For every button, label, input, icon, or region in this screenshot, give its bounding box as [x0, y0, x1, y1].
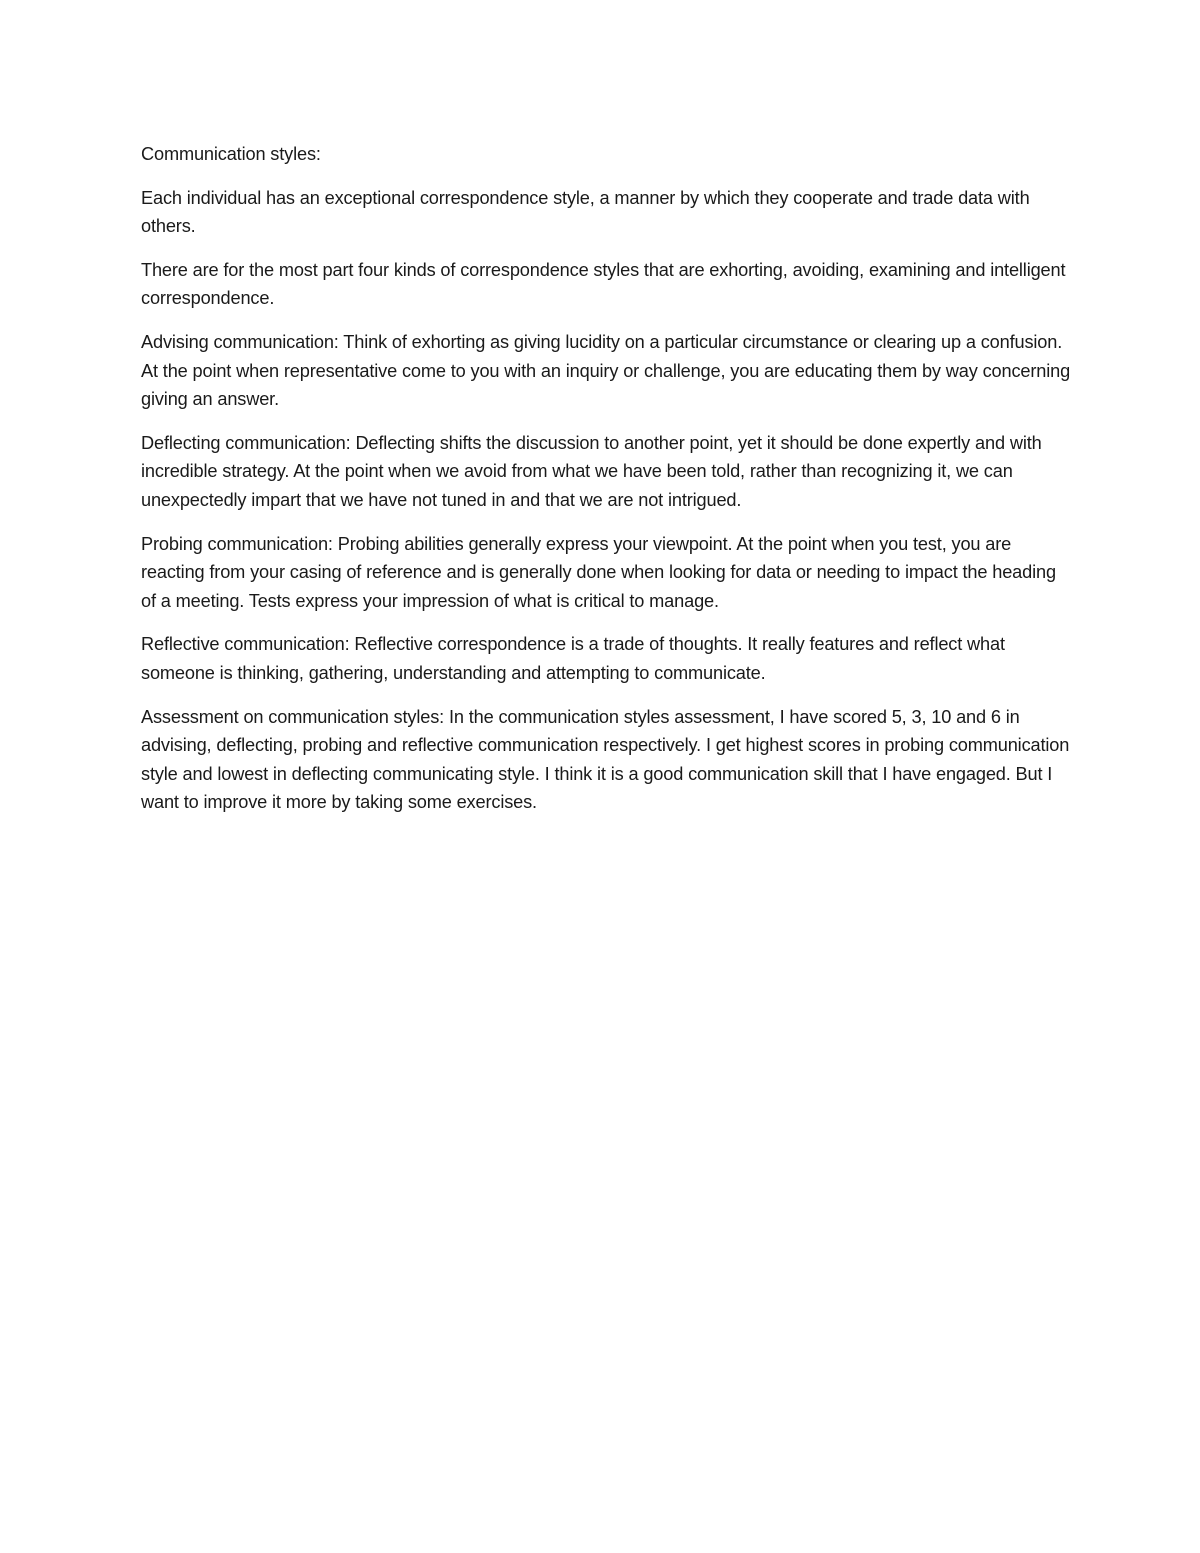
- paragraph-four-styles: There are for the most part four kinds of correspondence styles that are exhorting, avoiding, examining and intelligent correspondence.: [141, 259, 1066, 309]
- document-body: [141, 140, 1071, 832]
- paragraph-probing: Probing communication: Probing abilities generally express your viewpoint. At the point when you test, you are reacting from your casing of reference and is generally done when looking for data or needing to impact the heading of a meeting. Tests express your impression of what is critical to manage.: [141, 533, 1056, 611]
- paragraph-deflecting: Deflecting communication: Deflecting shifts the discussion to another point, yet it should be done expertly and with incredible strategy. At the point when we avoid from what we have been told, rather than recognizing it, we can unexpectedly impart that we have not tuned in and that we are not intrigued.: [141, 432, 1042, 510]
- document-heading: Communication styles:: [141, 144, 321, 164]
- paragraph-advising: Advising communication: Think of exhorting as giving lucidity on a particular circumstance or clearing up a confusion. At the point when representative come to you with an inquiry or challenge, you are educating them by way concerning giving an answer.: [141, 331, 1071, 410]
- paragraph-intro: Each individual has an exceptional correspondence style, a manner by which they cooperate and trade data with others.: [141, 187, 1030, 237]
- paragraph-assessment: Assessment on communication styles: In the communication styles assessment, I have scored 5, 3, 10 and 6 in advising, deflecting, probing and reflective communication respectively. I get highest scores in probing communication style and lowest in deflecting communicating style. I think it is a good communication skill that I have engaged. But I want to improve it more by taking some exercises.: [141, 706, 1070, 813]
- paragraph-reflective: Reflective communication: Reflective correspondence is a trade of thoughts. It really features and reflect what someone is thinking, gathering, understanding and attempting to communicate.: [141, 634, 1005, 683]
